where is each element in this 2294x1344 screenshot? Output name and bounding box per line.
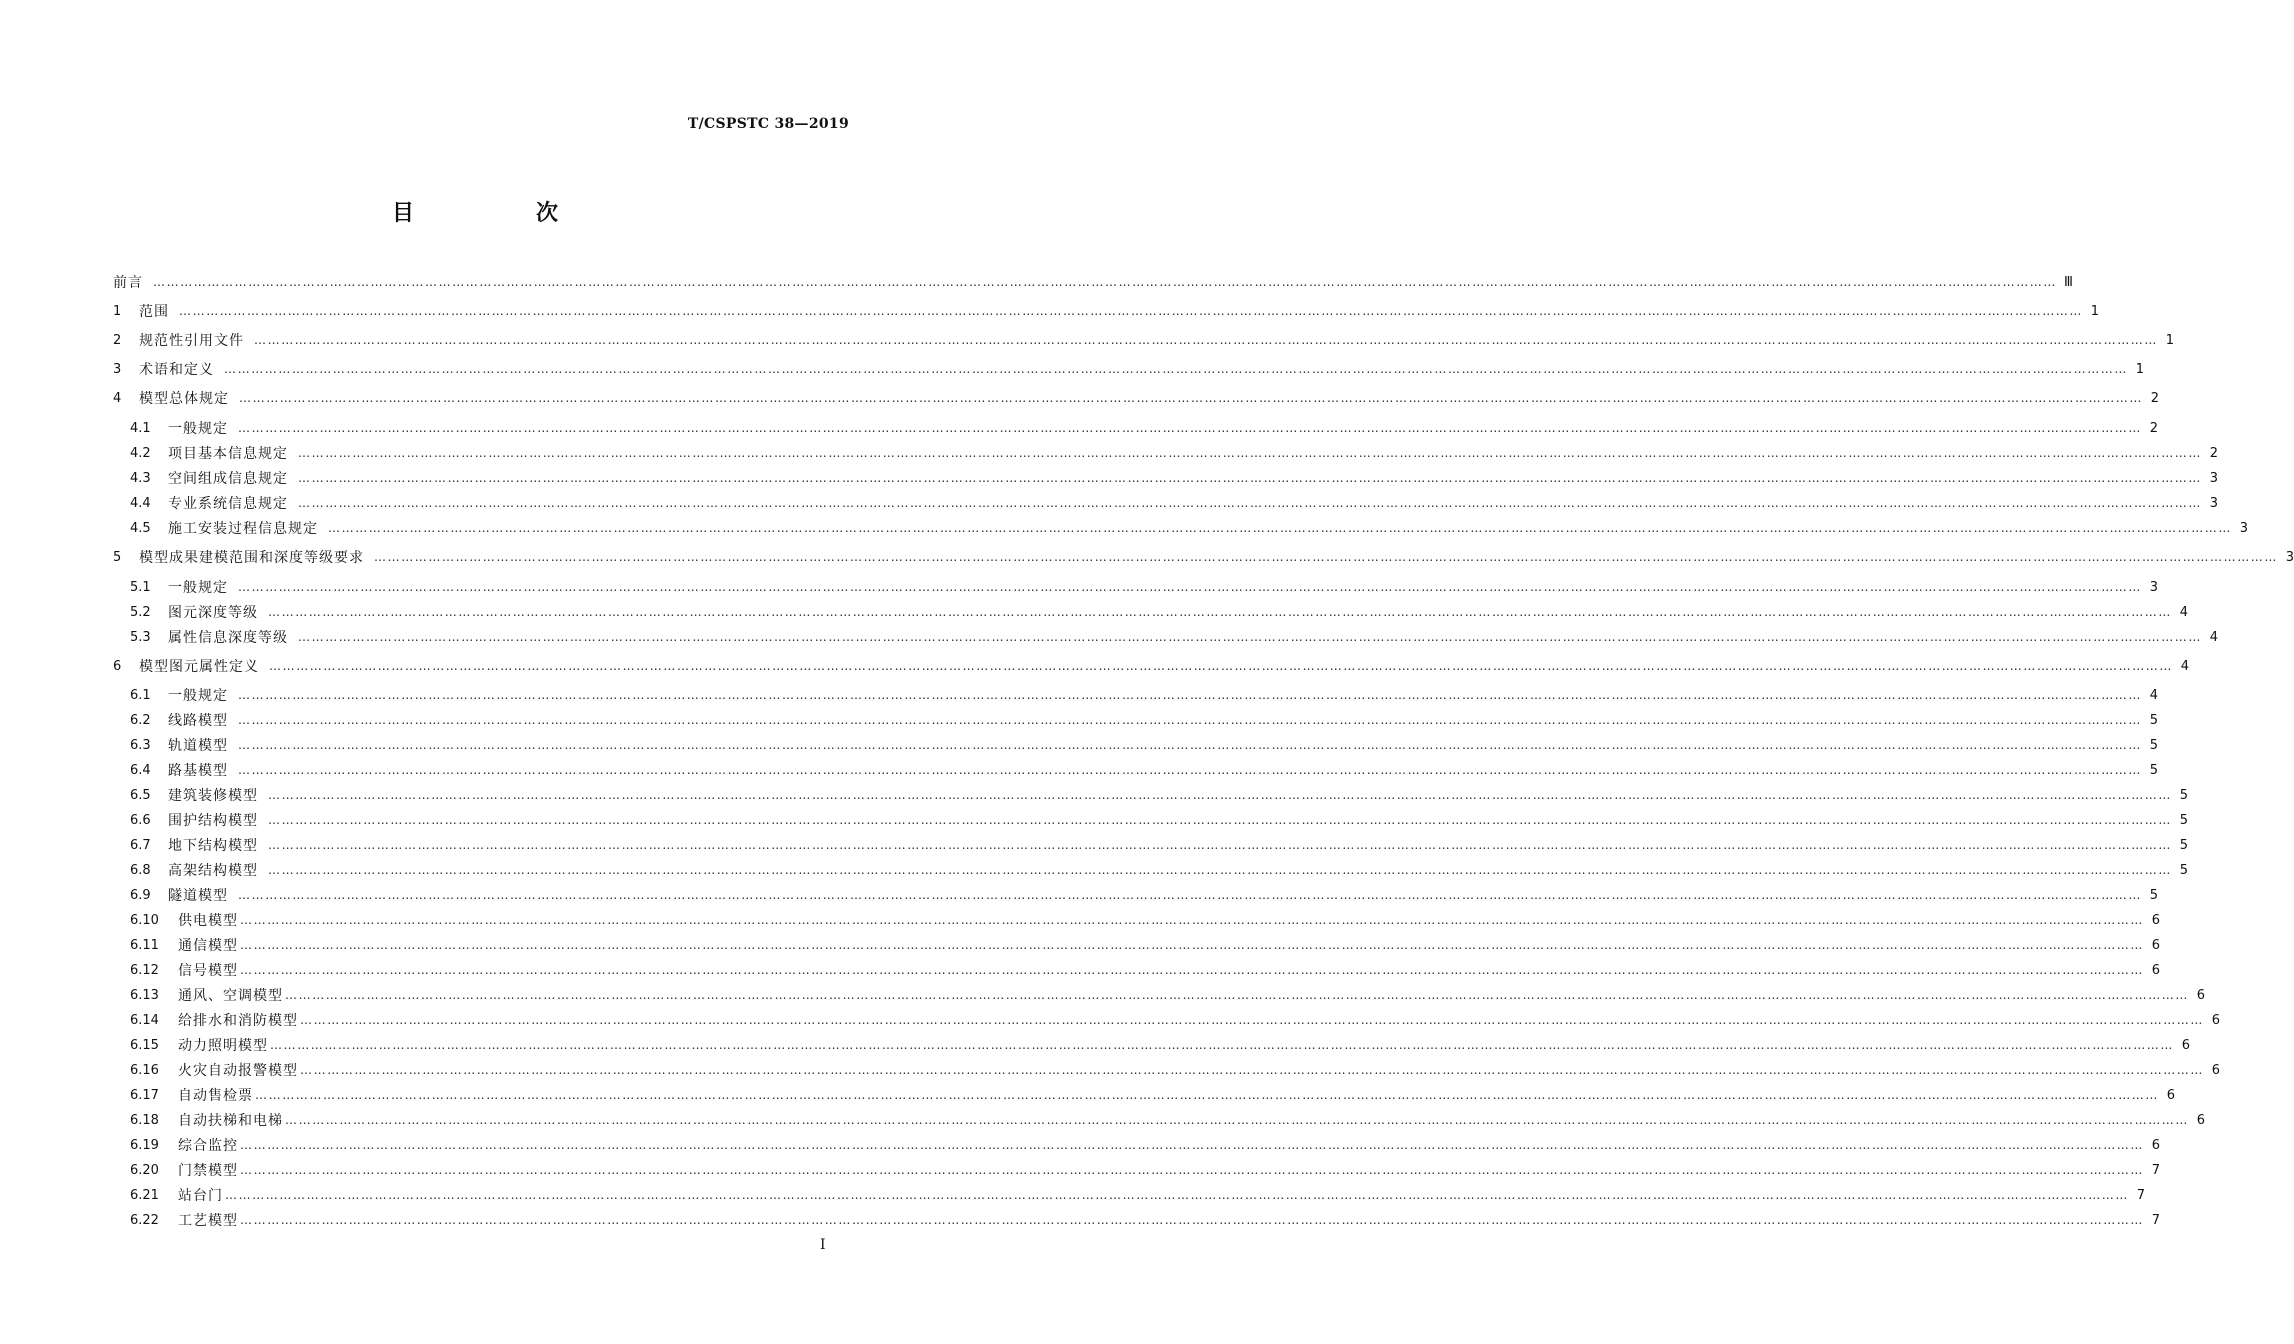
toc-leader-dots: …………………………………………………………………………………………………………………………………………………………………………………………………………………………………………………………………………………………………………………………………………………………………………………… bbox=[240, 1138, 2144, 1152]
toc-entry-label: 地下结构模型 bbox=[168, 838, 258, 854]
toc-entry-number: 6.21 bbox=[130, 1187, 159, 1203]
toc-entry-page: 3 bbox=[2239, 520, 2248, 536]
toc-entry[interactable] bbox=[130, 1133, 2160, 1157]
toc-entry[interactable] bbox=[130, 1058, 2220, 1082]
toc-entry-label: 模型成果建模范围和深度等级要求 bbox=[139, 550, 364, 566]
toc-entry-page: 6 bbox=[2151, 937, 2160, 953]
toc-entry-number: 6.14 bbox=[130, 1012, 159, 1028]
toc-leader-dots: …………………………………………………………………………………………………………………………………………………………………………………………………………………………………………………………………………………………………………………………………………………………………………………… bbox=[300, 1063, 2204, 1077]
toc-entry-page: 7 bbox=[2151, 1212, 2160, 1228]
toc-entry-number: 6.9 bbox=[130, 887, 151, 903]
toc-entry-page: 6 bbox=[2151, 1137, 2160, 1153]
toc-entry-label: 术语和定义 bbox=[139, 362, 214, 378]
toc-leader-dots: …………………………………………………………………………………………………………………………………………………………………………………………………………………………………………………………………………………………………………………………………………………………………………………… bbox=[374, 550, 2278, 564]
toc-entry-number: 6.18 bbox=[130, 1112, 159, 1128]
toc-entry-label: 门禁模型 bbox=[178, 1163, 238, 1179]
toc-entry-number: 4.4 bbox=[130, 495, 151, 511]
toc-leader-dots: …………………………………………………………………………………………………………………………………………………………………………………………………………………………………………………………………………………………………………………………………………………………………………………… bbox=[269, 659, 2173, 673]
toc-entry-number: 6.10 bbox=[130, 912, 159, 928]
toc-entry-page: 6 bbox=[2151, 912, 2160, 928]
toc-entry-page: 4 bbox=[2149, 687, 2158, 703]
toc-entry[interactable] bbox=[130, 683, 2158, 707]
toc-entry-page: 6 bbox=[2181, 1037, 2190, 1053]
toc-entry-label: 通风、空调模型 bbox=[178, 988, 283, 1004]
toc-entry-number: 5 bbox=[113, 549, 122, 565]
toc-entry-label: 通信模型 bbox=[178, 938, 238, 954]
toc-entry-page: 6 bbox=[2211, 1012, 2220, 1028]
toc-entry-label: 模型总体规定 bbox=[139, 391, 229, 407]
toc-entry-number: 6.12 bbox=[130, 962, 159, 978]
toc-entry-page: 6 bbox=[2166, 1087, 2175, 1103]
toc-leader-dots: …………………………………………………………………………………………………………………………………………………………………………………………………………………………………………………………………………………………………………………………………………………………………………………… bbox=[255, 1088, 2159, 1102]
toc-entry-label: 图元深度等级 bbox=[168, 605, 258, 621]
toc-entry-number: 6.19 bbox=[130, 1137, 159, 1153]
toc-leader-dots: …………………………………………………………………………………………………………………………………………………………………………………………………………………………………………………………………………………………………………………………………………………………………………………… bbox=[238, 580, 2142, 594]
toc-leader-dots: …………………………………………………………………………………………………………………………………………………………………………………………………………………………………………………………………………………………………………………………………………………………………………………… bbox=[298, 496, 2202, 510]
toc-leader-dots: …………………………………………………………………………………………………………………………………………………………………………………………………………………………………………………………………………………………………………………………………………………………………………………… bbox=[285, 1113, 2189, 1127]
toc-entry-page: 5 bbox=[2179, 837, 2188, 853]
toc-entry[interactable] bbox=[130, 883, 2158, 907]
toc-entry-number: 5.2 bbox=[130, 604, 151, 620]
toc-entry-label: 综合监控 bbox=[178, 1138, 238, 1154]
toc-leader-dots: …………………………………………………………………………………………………………………………………………………………………………………………………………………………………………………………………………………………………………………………………………………………………………………… bbox=[240, 913, 2144, 927]
toc-entry-page: 5 bbox=[2179, 812, 2188, 828]
toc-leader-dots: …………………………………………………………………………………………………………………………………………………………………………………………………………………………………………………………………………………………………………………………………………………………………………………… bbox=[285, 988, 2189, 1002]
toc-leader-dots: …………………………………………………………………………………………………………………………………………………………………………………………………………………………………………………………………………………………………………………………………………………………………………………… bbox=[268, 788, 2172, 802]
toc-entry-label: 给排水和消防模型 bbox=[178, 1013, 298, 1029]
toc-entry[interactable] bbox=[130, 808, 2188, 832]
toc-entry[interactable] bbox=[130, 833, 2188, 857]
toc-entry-number: 6 bbox=[113, 658, 122, 674]
toc-entry-page: 5 bbox=[2179, 862, 2188, 878]
toc-entry-page: 4 bbox=[2180, 658, 2189, 674]
toc-entry-number: 4.1 bbox=[130, 420, 151, 436]
toc-entry[interactable] bbox=[130, 858, 2188, 882]
toc-entry[interactable] bbox=[130, 783, 2188, 807]
toc-entry[interactable] bbox=[130, 600, 2188, 624]
toc-leader-dots: …………………………………………………………………………………………………………………………………………………………………………………………………………………………………………………………………………………………………………………………………………………………………………………… bbox=[238, 421, 2142, 435]
toc-leader-dots: …………………………………………………………………………………………………………………………………………………………………………………………………………………………………………………………………………………………………………………………………………………………………………………… bbox=[238, 763, 2142, 777]
toc-entry-page: 5 bbox=[2149, 737, 2158, 753]
toc-leader-dots: …………………………………………………………………………………………………………………………………………………………………………………………………………………………………………………………………………………………………………………………………………………………………………………… bbox=[328, 521, 2232, 535]
toc-entry-page: 4 bbox=[2209, 629, 2218, 645]
toc-entry-label: 隧道模型 bbox=[168, 888, 228, 904]
toc-entry-page: 3 bbox=[2209, 495, 2218, 511]
toc-leader-dots: …………………………………………………………………………………………………………………………………………………………………………………………………………………………………………………………………………………………………………………………………………………………………………………… bbox=[224, 362, 2128, 376]
toc-leader-dots: …………………………………………………………………………………………………………………………………………………………………………………………………………………………………………………………………………………………………………………………………………………………………………………… bbox=[238, 738, 2142, 752]
toc-entry-number: 6.20 bbox=[130, 1162, 159, 1178]
toc-entry-number: 6.17 bbox=[130, 1087, 159, 1103]
toc-entry[interactable] bbox=[113, 270, 2073, 294]
toc-leader-dots: …………………………………………………………………………………………………………………………………………………………………………………………………………………………………………………………………………………………………………………………………………………………………………………… bbox=[153, 275, 2057, 289]
toc-entry[interactable] bbox=[130, 1083, 2175, 1107]
toc-leader-dots: …………………………………………………………………………………………………………………………………………………………………………………………………………………………………………………………………………………………………………………………………………………………………………………… bbox=[240, 1213, 2144, 1227]
toc-entry[interactable] bbox=[130, 516, 2248, 540]
toc-entry[interactable] bbox=[113, 357, 2144, 381]
page-title: 目 次 bbox=[391, 201, 608, 226]
toc-entry-page: 1 bbox=[2165, 332, 2174, 348]
toc-leader-dots: …………………………………………………………………………………………………………………………………………………………………………………………………………………………………………………………………………………………………………………………………………………………………………………… bbox=[240, 963, 2144, 977]
toc-entry-number: 6.5 bbox=[130, 787, 151, 803]
toc-entry-number: 6.4 bbox=[130, 762, 151, 778]
toc-leader-dots: …………………………………………………………………………………………………………………………………………………………………………………………………………………………………………………………………………………………………………………………………………………………………………………… bbox=[240, 938, 2144, 952]
toc-leader-dots: …………………………………………………………………………………………………………………………………………………………………………………………………………………………………………………………………………………………………………………………………………………………………………………… bbox=[238, 713, 2142, 727]
toc-entry[interactable] bbox=[130, 1208, 2160, 1232]
toc-entry-page: 6 bbox=[2196, 1112, 2205, 1128]
toc-entry-number: 1 bbox=[113, 303, 122, 319]
toc-entry-label: 自动扶梯和电梯 bbox=[178, 1113, 283, 1129]
toc-entry[interactable] bbox=[113, 654, 2189, 678]
toc-entry-label: 施工安装过程信息规定 bbox=[168, 521, 318, 537]
toc-leader-dots: …………………………………………………………………………………………………………………………………………………………………………………………………………………………………………………………………………………………………………………………………………………………………………………… bbox=[298, 630, 2202, 644]
toc-entry-label: 一般规定 bbox=[168, 688, 228, 704]
toc-entry-label: 模型图元属性定义 bbox=[139, 659, 259, 675]
toc-entry-page: 1 bbox=[2090, 303, 2099, 319]
toc-entry[interactable] bbox=[130, 758, 2158, 782]
toc-entry-number: 2 bbox=[113, 332, 122, 348]
toc-entry-page: 7 bbox=[2151, 1162, 2160, 1178]
toc-entry[interactable] bbox=[113, 386, 2159, 410]
toc-entry[interactable] bbox=[113, 328, 2174, 352]
toc-entry-page: 3 bbox=[2149, 579, 2158, 595]
toc-entry-page: 3 bbox=[2209, 470, 2218, 486]
toc-entry-number: 6.6 bbox=[130, 812, 151, 828]
toc-entry[interactable] bbox=[130, 1158, 2160, 1182]
toc-leader-dots: …………………………………………………………………………………………………………………………………………………………………………………………………………………………………………………………………………………………………………………………………………………………………………………… bbox=[268, 838, 2172, 852]
toc-entry[interactable] bbox=[113, 299, 2099, 323]
toc-entry-label: 项目基本信息规定 bbox=[168, 446, 288, 462]
toc-leader-dots: …………………………………………………………………………………………………………………………………………………………………………………………………………………………………………………………………………………………………………………………………………………………………………………… bbox=[268, 863, 2172, 877]
toc-leader-dots: …………………………………………………………………………………………………………………………………………………………………………………………………………………………………………………………………………………………………………………………………………………………………………………… bbox=[270, 1038, 2174, 1052]
toc-entry-number: 4.2 bbox=[130, 445, 151, 461]
toc-entry-page: 6 bbox=[2151, 962, 2160, 978]
toc-entry-label: 火灾自动报警模型 bbox=[178, 1063, 298, 1079]
toc-entry-page: 7 bbox=[2136, 1187, 2145, 1203]
toc-entry-page: 6 bbox=[2196, 987, 2205, 1003]
toc-entry-number: 4.3 bbox=[130, 470, 151, 486]
toc-leader-dots: …………………………………………………………………………………………………………………………………………………………………………………………………………………………………………………………………………………………………………………………………………………………………………………… bbox=[238, 888, 2142, 902]
toc-entry-number: 3 bbox=[113, 361, 122, 377]
toc-entry-number: 6.11 bbox=[130, 937, 159, 953]
toc-leader-dots: …………………………………………………………………………………………………………………………………………………………………………………………………………………………………………………………………………………………………………………………………………………………………………………… bbox=[298, 446, 2202, 460]
toc-entry[interactable] bbox=[130, 416, 2158, 440]
toc-entry-label: 线路模型 bbox=[168, 713, 228, 729]
toc-entry-number: 6.13 bbox=[130, 987, 159, 1003]
toc-leader-dots: …………………………………………………………………………………………………………………………………………………………………………………………………………………………………………………………………………………………………………………………………………………………………………………… bbox=[179, 304, 2083, 318]
toc-entry-label: 一般规定 bbox=[168, 421, 228, 437]
toc-entry-page: 5 bbox=[2149, 762, 2158, 778]
toc-entry-number: 6.15 bbox=[130, 1037, 159, 1053]
toc-entry[interactable] bbox=[130, 983, 2205, 1007]
toc-entry-label: 空间组成信息规定 bbox=[168, 471, 288, 487]
toc-entry[interactable] bbox=[130, 708, 2158, 732]
toc-entry[interactable] bbox=[130, 625, 2218, 649]
toc-entry[interactable] bbox=[130, 466, 2218, 490]
toc-entry-number: 5.1 bbox=[130, 579, 151, 595]
toc-leader-dots: …………………………………………………………………………………………………………………………………………………………………………………………………………………………………………………………………………………………………………………………………………………………………………………… bbox=[238, 688, 2142, 702]
toc-entry-label: 围护结构模型 bbox=[168, 813, 258, 829]
toc-entry-page: 2 bbox=[2209, 445, 2218, 461]
toc-entry-label: 轨道模型 bbox=[168, 738, 228, 754]
toc-entry-page: 2 bbox=[2150, 390, 2159, 406]
toc-leader-dots: …………………………………………………………………………………………………………………………………………………………………………………………………………………………………………………………………………………………………………………………………………………………………………………… bbox=[240, 1163, 2144, 1177]
toc-entry-label: 范围 bbox=[139, 304, 169, 320]
toc-leader-dots: …………………………………………………………………………………………………………………………………………………………………………………………………………………………………………………………………………………………………………………………………………………………………………………… bbox=[268, 813, 2172, 827]
toc-entry-label: 站台门 bbox=[178, 1188, 223, 1204]
toc-entry-page: 5 bbox=[2149, 712, 2158, 728]
toc-entry[interactable] bbox=[130, 441, 2218, 465]
toc-entry-label: 规范性引用文件 bbox=[139, 333, 244, 349]
toc-entry-label: 动力照明模型 bbox=[178, 1038, 268, 1054]
toc-entry-number: 6.7 bbox=[130, 837, 151, 853]
toc-entry-page: 4 bbox=[2179, 604, 2188, 620]
toc-entry-page: Ⅲ bbox=[2064, 274, 2073, 290]
toc-entry-number: 6.8 bbox=[130, 862, 151, 878]
toc-entry-label: 路基模型 bbox=[168, 763, 228, 779]
toc-entry-label: 建筑装修模型 bbox=[168, 788, 258, 804]
toc-entry-number: 6.3 bbox=[130, 737, 151, 753]
toc-entry[interactable] bbox=[130, 933, 2160, 957]
standard-code: T/CSPSTC 38—2019 bbox=[687, 116, 849, 132]
toc-entry[interactable] bbox=[130, 733, 2158, 757]
toc-entry[interactable] bbox=[130, 491, 2218, 515]
toc-entry[interactable] bbox=[113, 545, 2294, 569]
toc-leader-dots: …………………………………………………………………………………………………………………………………………………………………………………………………………………………………………………………………………………………………………………………………………………………………………………… bbox=[298, 471, 2202, 485]
toc-entry-label: 高架结构模型 bbox=[168, 863, 258, 879]
toc-entry-label: 自动售检票 bbox=[178, 1088, 253, 1104]
toc-entry-label: 前言 bbox=[113, 275, 143, 291]
toc-leader-dots: …………………………………………………………………………………………………………………………………………………………………………………………………………………………………………………………………………………………………………………………………………………………………………………… bbox=[239, 391, 2143, 405]
toc-leader-dots: …………………………………………………………………………………………………………………………………………………………………………………………………………………………………………………………………………………………………………………………………………………………………………………… bbox=[268, 605, 2172, 619]
toc-entry[interactable] bbox=[130, 1108, 2205, 1132]
toc-entry-label: 专业系统信息规定 bbox=[168, 496, 288, 512]
toc-entry[interactable] bbox=[130, 1008, 2220, 1032]
toc-entry-number: 4 bbox=[113, 390, 122, 406]
toc-entry[interactable] bbox=[130, 958, 2160, 982]
toc-entry-page: 6 bbox=[2211, 1062, 2220, 1078]
toc-leader-dots: …………………………………………………………………………………………………………………………………………………………………………………………………………………………………………………………………………………………………………………………………………………………………………………… bbox=[300, 1013, 2204, 1027]
toc-entry[interactable] bbox=[130, 1033, 2190, 1057]
toc-leader-dots: …………………………………………………………………………………………………………………………………………………………………………………………………………………………………………………………………………………………………………………………………………………………………………………… bbox=[254, 333, 2158, 347]
toc-entry-page: 5 bbox=[2149, 887, 2158, 903]
toc-entry-page: 5 bbox=[2179, 787, 2188, 803]
toc-entry-label: 工艺模型 bbox=[178, 1213, 238, 1229]
toc-entry-number: 6.16 bbox=[130, 1062, 159, 1078]
toc-entry-number: 4.5 bbox=[130, 520, 151, 536]
toc-entry-number: 5.3 bbox=[130, 629, 151, 645]
toc-entry[interactable] bbox=[130, 908, 2160, 932]
toc-entry-page: 3 bbox=[2285, 549, 2294, 565]
page-number: I bbox=[820, 1237, 826, 1253]
toc-entry-label: 属性信息深度等级 bbox=[168, 630, 288, 646]
toc-entry-number: 6.2 bbox=[130, 712, 151, 728]
toc-entry[interactable] bbox=[130, 575, 2158, 599]
toc-entry-label: 信号模型 bbox=[178, 963, 238, 979]
toc-entry-page: 2 bbox=[2149, 420, 2158, 436]
toc-entry-label: 一般规定 bbox=[168, 580, 228, 596]
toc-entry[interactable] bbox=[130, 1183, 2145, 1207]
toc-entry-page: 1 bbox=[2135, 361, 2144, 377]
toc-leader-dots: …………………………………………………………………………………………………………………………………………………………………………………………………………………………………………………………………………………………………………………………………………………………………………………… bbox=[225, 1188, 2129, 1202]
toc-entry-label: 供电模型 bbox=[178, 913, 238, 929]
toc-entry-number: 6.22 bbox=[130, 1212, 159, 1228]
toc-entry-number: 6.1 bbox=[130, 687, 151, 703]
